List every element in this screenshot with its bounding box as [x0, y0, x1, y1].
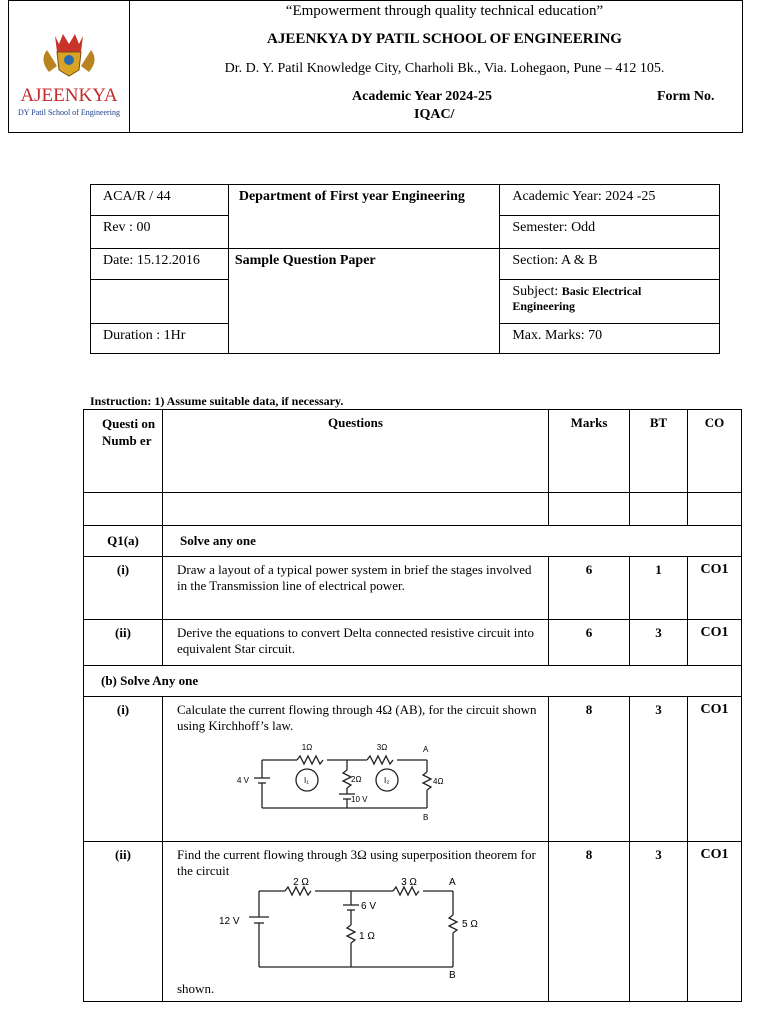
- address: Dr. D. Y. Patil Knowledge City, Charholi Bk., Via. Lohegaon, Pune – 412 105.: [224, 61, 665, 76]
- q1b-title: (b) Solve Any one: [84, 666, 742, 697]
- subject-label: Subject:: [512, 284, 562, 299]
- question-number: (i): [84, 557, 163, 620]
- question-marks: 6: [549, 557, 630, 620]
- blank-cell: [84, 493, 163, 526]
- question-text: Calculate the current flowing through 4Ω (AB), for the circuit shown using Kirchhoff’s law.: [177, 702, 537, 733]
- blank-cell: [630, 493, 688, 526]
- question-row: [84, 557, 742, 620]
- question-number: (ii): [84, 620, 163, 666]
- question-bt: 1: [630, 557, 688, 620]
- blank-cell: [688, 493, 742, 526]
- duration: Duration : 1Hr: [91, 324, 229, 354]
- question-row: [84, 842, 742, 1002]
- question-marks: 8: [549, 842, 630, 1002]
- c2-node-a: A: [449, 877, 456, 888]
- c1-v2: 10 V: [351, 795, 368, 804]
- c1-node-b: B: [423, 813, 429, 822]
- q1a-label: Q1(a): [84, 526, 163, 557]
- department: Department of First year Engineering: [228, 185, 500, 249]
- question-cell: [163, 842, 549, 1002]
- empty-cell: [91, 280, 229, 324]
- revision: Rev : 00: [91, 216, 229, 249]
- circuit-diagram-1: [237, 738, 477, 828]
- q1a-title: Solve any one: [163, 526, 742, 557]
- question-text: Find the current flowing through 3Ω using superposition theorem for the circuit: [177, 847, 536, 878]
- question-text-tail: shown.: [177, 981, 215, 996]
- c1-node-a: A: [423, 745, 429, 754]
- question-co: CO1: [688, 842, 742, 1002]
- header-question-number: Questi on Numb er: [84, 410, 163, 493]
- question-marks: 6: [549, 620, 630, 666]
- motto: “Empowerment through quality technical education”: [285, 3, 604, 19]
- header-marks: Marks: [549, 410, 630, 493]
- question-marks: 8: [549, 697, 630, 842]
- logo-cell: [9, 1, 130, 132]
- logo-name: AJEENKYA: [20, 85, 118, 106]
- c1-r2: 3Ω: [376, 743, 388, 752]
- question-bt: 3: [630, 697, 688, 842]
- college-logo: [9, 1, 129, 134]
- form-number: Form No.: [657, 89, 715, 104]
- section: Section: A & B: [500, 249, 720, 280]
- iqac-ref: IQAC/: [414, 107, 455, 122]
- question-co: CO1: [688, 620, 742, 666]
- c2-v2: 6 V: [361, 901, 377, 912]
- header-co: CO: [688, 410, 742, 493]
- question-row: [84, 697, 742, 842]
- info-table: [90, 184, 720, 354]
- question-co: CO1: [688, 697, 742, 842]
- c1-r1: 1Ω: [301, 743, 313, 752]
- blank-cell: [549, 493, 630, 526]
- subject: [500, 280, 720, 324]
- question-co: CO1: [688, 557, 742, 620]
- school-name: AJEENKYA DY PATIL SCHOOL OF ENGINEERING: [267, 31, 622, 47]
- c1-i1: I₁: [304, 776, 309, 785]
- document-header: [8, 0, 743, 133]
- question-text: Derive the equations to convert Delta connected resistive circuit into equivalent Star circuit.: [163, 620, 549, 666]
- date: Date: 15.12.2016: [91, 249, 229, 280]
- c2-r3: 1 Ω: [359, 931, 375, 942]
- circuit-diagram-2: [213, 877, 478, 981]
- c1-r4: 4Ω: [433, 777, 444, 786]
- header-bt: BT: [630, 410, 688, 493]
- question-bt: 3: [630, 620, 688, 666]
- c2-r4: 5 Ω: [462, 919, 478, 930]
- max-marks: Max. Marks: 70: [500, 324, 720, 354]
- question-text: Draw a layout of a typical power system in brief the stages involved in the Transmission line of electrical power.: [163, 557, 549, 620]
- semester: Semester: Odd: [500, 216, 720, 249]
- doc-ref: ACA/R / 44: [91, 185, 229, 216]
- c1-r3: 2Ω: [351, 775, 362, 784]
- c2-r2: 3 Ω: [401, 877, 417, 888]
- c1-i2: I₂: [384, 776, 390, 785]
- blank-cell: [163, 493, 549, 526]
- c2-v1: 12 V: [219, 916, 240, 927]
- header-questions: Questions: [163, 410, 549, 493]
- c2-r1: 2 Ω: [293, 877, 309, 888]
- question-number: (i): [84, 697, 163, 842]
- question-number: (ii): [84, 842, 163, 1002]
- question-row: [84, 620, 742, 666]
- subject-value: Basic Electrical Engineering: [512, 284, 642, 313]
- logo-subtitle: DY Patil School of Engineering: [18, 108, 120, 117]
- header-academic-year: Academic Year 2024-25: [352, 89, 492, 104]
- paper-type: Sample Question Paper: [228, 249, 500, 354]
- academic-year: Academic Year: 2024 -25: [500, 185, 720, 216]
- question-bt: 3: [630, 842, 688, 1002]
- c2-node-b: B: [449, 970, 456, 981]
- question-table: [83, 409, 742, 1002]
- question-cell: [163, 697, 549, 842]
- c1-v1: 4 V: [237, 776, 250, 785]
- instruction: Instruction: 1) Assume suitable data, if necessary.: [90, 394, 344, 408]
